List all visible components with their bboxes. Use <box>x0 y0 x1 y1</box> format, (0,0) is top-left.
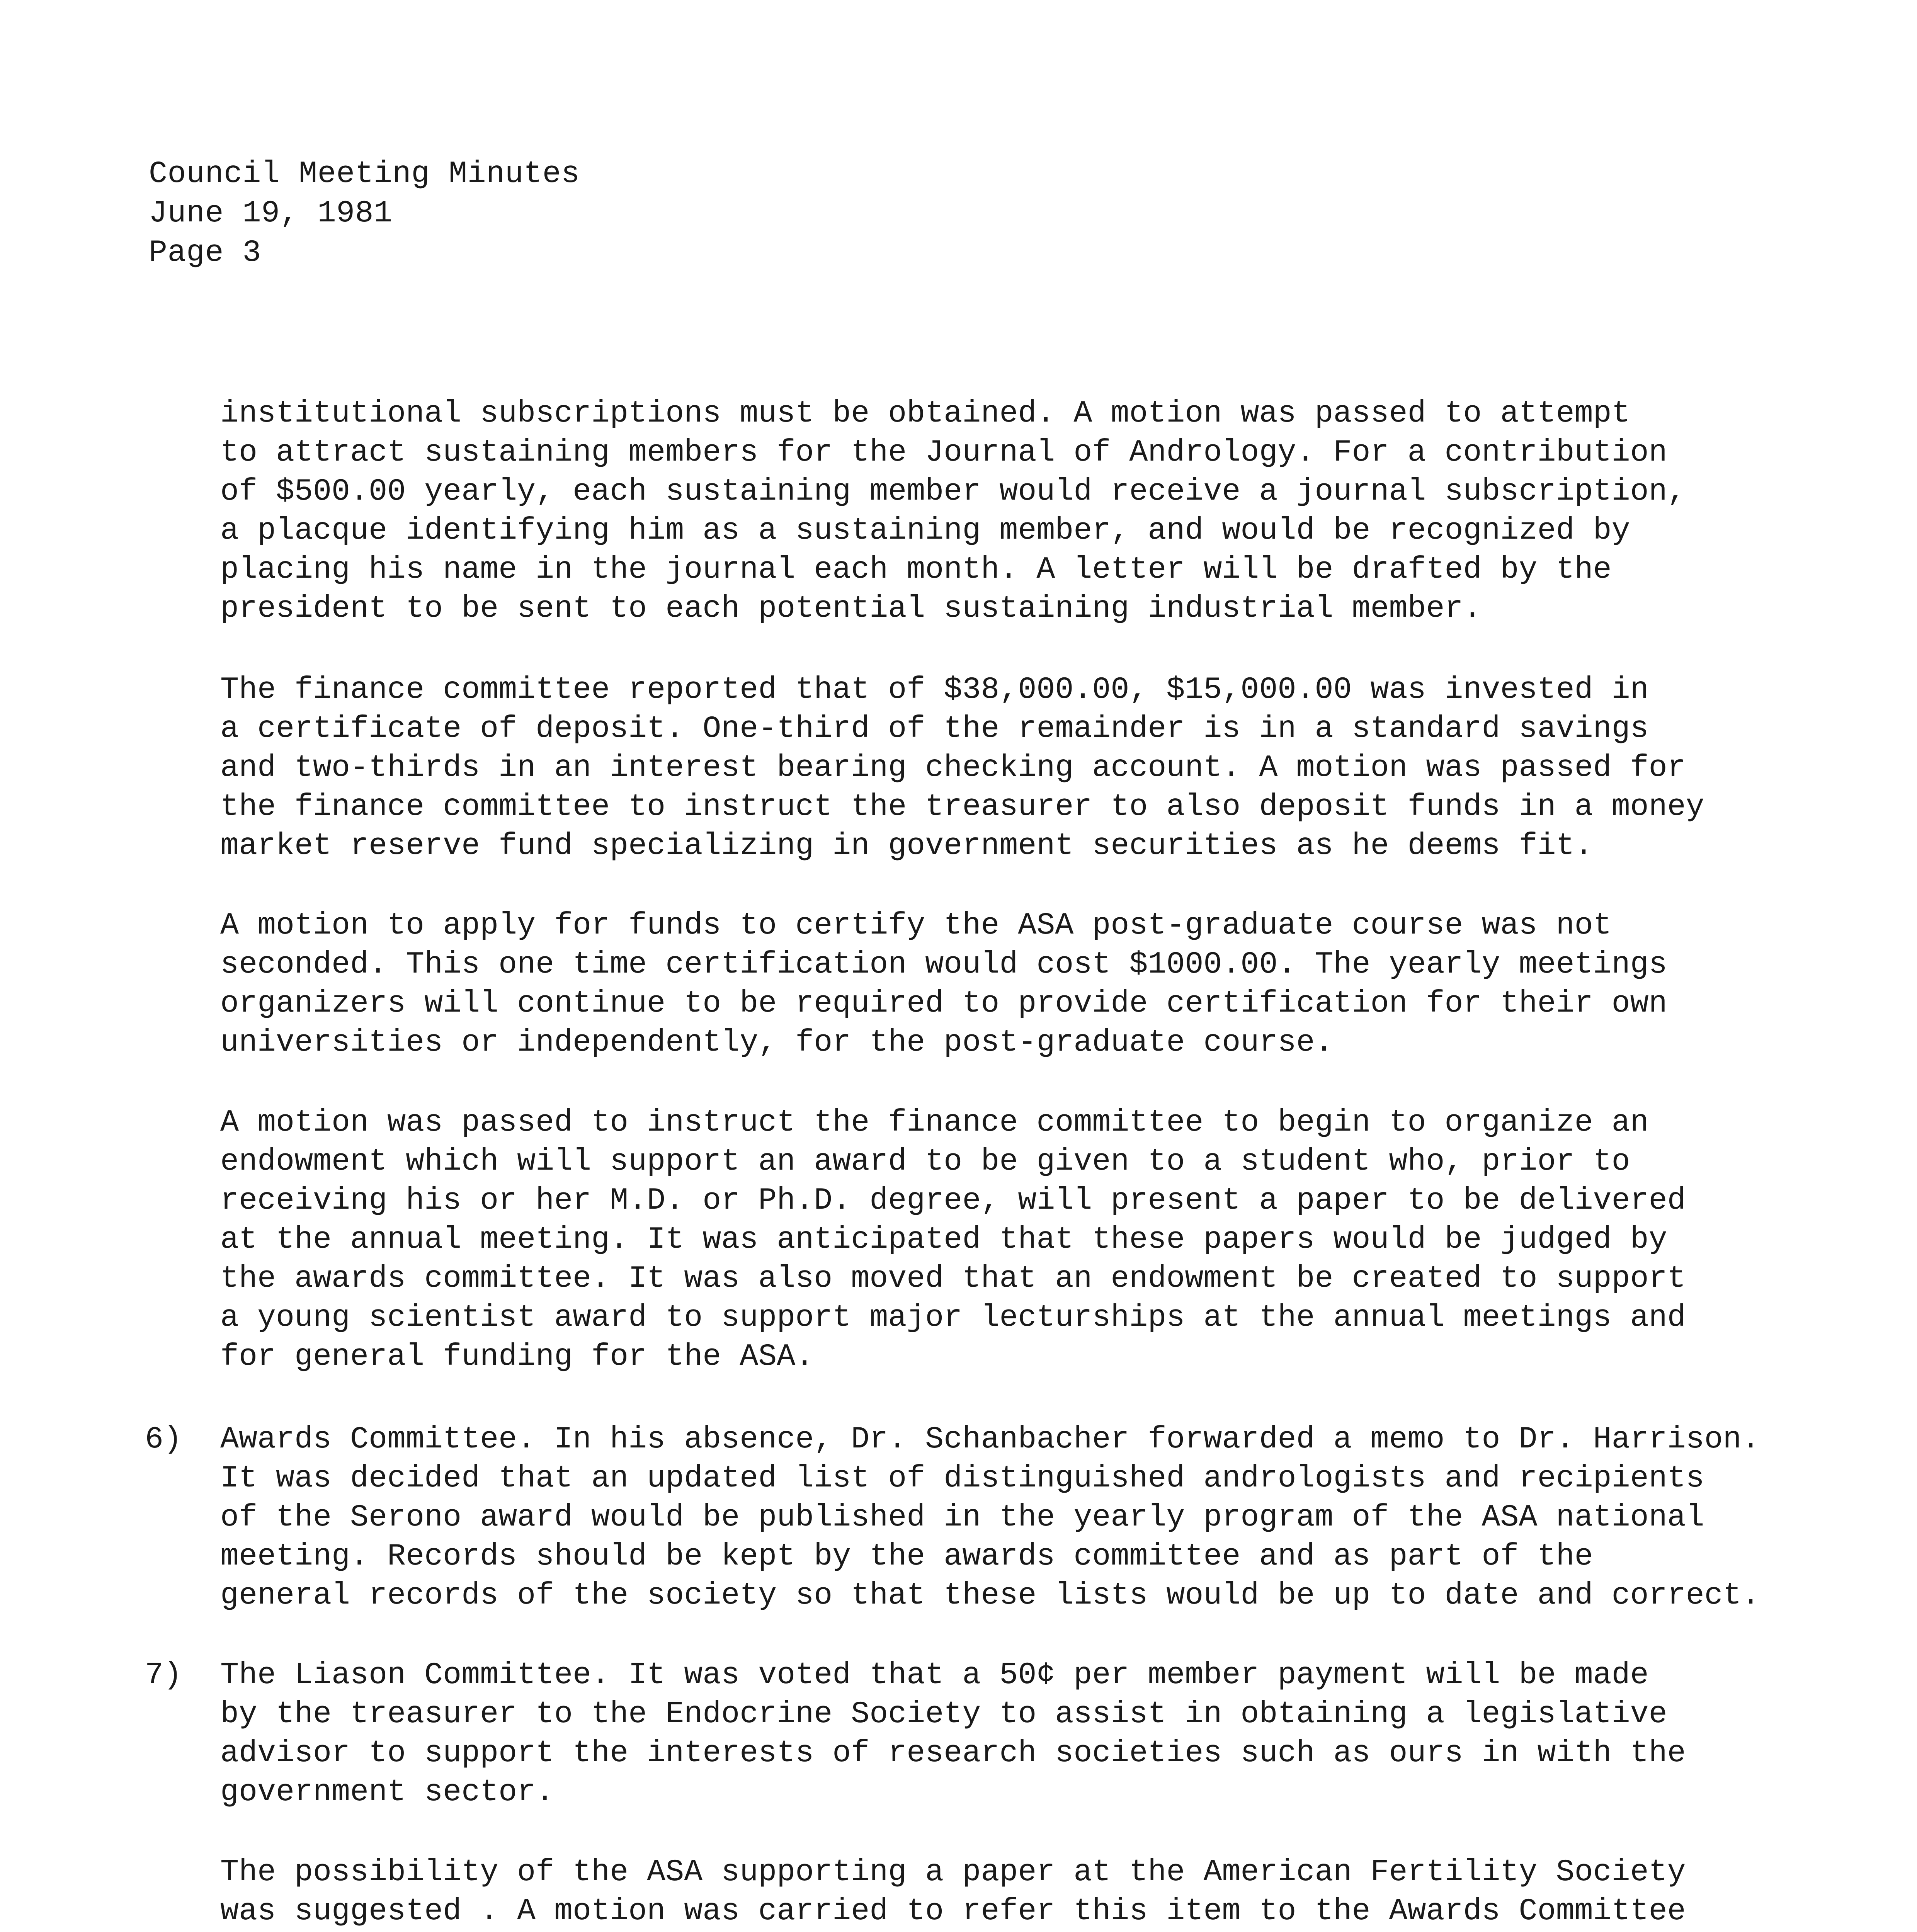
header-title: Council Meeting Minutes <box>149 156 580 192</box>
paragraph-line: general records of the society so that these lists would be up to date and correct. <box>220 1578 1760 1613</box>
paragraph-line: at the annual meeting. It was anticipated that these papers would be judged by <box>220 1222 1667 1257</box>
paragraph-line: the finance committee to instruct the treasurer to also deposit funds in a money <box>220 789 1704 825</box>
paragraph-line: a young scientist award to support major lecturships at the annual meetings and <box>220 1300 1686 1335</box>
paragraph-line: receiving his or her M.D. or Ph.D. degree, will present a paper to be delivered <box>220 1183 1686 1218</box>
paragraph-line: It was decided that an updated list of distinguished andrologists and recipients <box>220 1461 1704 1496</box>
paragraph-line: endowment which will support an award to be given to a student who, prior to <box>220 1144 1630 1179</box>
paragraph-line: The finance committee reported that of $38,000.00, $15,000.00 was invested in <box>220 672 1649 707</box>
paragraph-line: and two-thirds in an interest bearing checking account. A motion was passed for <box>220 750 1686 786</box>
paragraph-line: organizers will continue to be required to provide certification for their own <box>220 986 1667 1021</box>
paragraph-line: for general funding for the ASA. <box>220 1339 814 1374</box>
paragraph-line: Awards Committee. In his absence, Dr. Schanbacher forwarded a memo to Dr. Harrison. <box>220 1422 1760 1457</box>
paragraph-line: market reserve fund specializing in government securities as he deems fit. <box>220 828 1593 864</box>
paragraph-line: a placque identifying him as a sustaining member, and would be recognized by <box>220 513 1630 548</box>
paragraph-line: to attract sustaining members for the Journal of Andrology. For a contribution <box>220 435 1667 470</box>
paragraph-line: of the Serono award would be published in the yearly program of the ASA national <box>220 1500 1704 1535</box>
paragraph-line: of $500.00 yearly, each sustaining member would receive a journal subscription, <box>220 474 1686 509</box>
paragraph-line: a certificate of deposit. One-third of the remainder is in a standard savings <box>220 711 1649 747</box>
paragraph-line: seconded. This one time certification would cost $1000.00. The yearly meetings <box>220 947 1667 982</box>
paragraph-finance-committee <box>220 670 1704 866</box>
item-number-6: 6) <box>145 1422 182 1457</box>
paragraph-fertility-society <box>220 1853 1686 1932</box>
paragraph-line: A motion was passed to instruct the finance committee to begin to organize an <box>220 1105 1649 1140</box>
paragraph-line: universities or independently, for the post-graduate course. <box>220 1025 1334 1060</box>
paragraph-line: government sector. <box>220 1775 555 1810</box>
paragraph-line: president to be sent to each potential sustaining industrial member. <box>220 591 1482 626</box>
header-date: June 19, 1981 <box>149 196 393 231</box>
paragraph-certification <box>220 906 1667 1062</box>
paragraph-line: the awards committee. It was also moved that an endowment be created to support <box>220 1261 1686 1296</box>
paragraph-awards-committee <box>220 1420 1760 1615</box>
paragraph-endowment <box>220 1103 1686 1376</box>
paragraph-line: The Liason Committee. It was voted that a 50¢ per member payment will be made <box>220 1658 1649 1693</box>
item-number-7: 7) <box>145 1658 182 1693</box>
paragraph-line: A motion to apply for funds to certify the ASA post-graduate course was not <box>220 908 1612 943</box>
paragraph-subscriptions <box>220 394 1686 628</box>
paragraph-line: was suggested . A motion was carried to refer this item to the Awards Committee <box>220 1894 1686 1929</box>
paragraph-liason-committee <box>220 1656 1686 1812</box>
paragraph-line: advisor to support the interests of research societies such as ours in with the <box>220 1736 1686 1771</box>
paragraph-line: The possibility of the ASA supporting a paper at the American Fertility Society <box>220 1855 1686 1890</box>
page-header <box>149 155 580 273</box>
paragraph-line: meeting. Records should be kept by the awards committee and as part of the <box>220 1539 1593 1574</box>
paragraph-line: placing his name in the journal each month. A letter will be drafted by the <box>220 552 1612 587</box>
paragraph-line: institutional subscriptions must be obtained. A motion was passed to attempt <box>220 396 1630 431</box>
paragraph-line: by the treasurer to the Endocrine Society to assist in obtaining a legislative <box>220 1697 1667 1732</box>
header-page-number: Page 3 <box>149 235 262 270</box>
